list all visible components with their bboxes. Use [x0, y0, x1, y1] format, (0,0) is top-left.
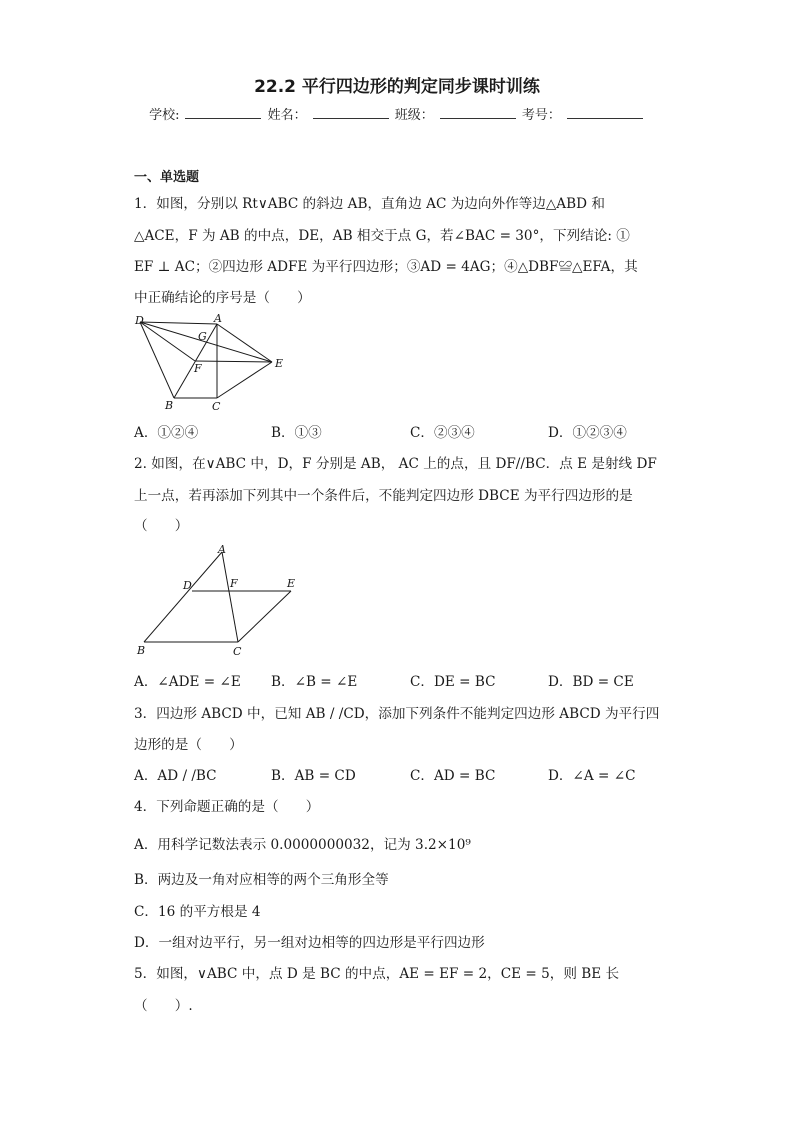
q5-line-1: 5．如图，∨ABC 中，点 D 是 BC 的中点，AE = EF = 2，CE = 5，则 BE 长 — [134, 966, 620, 982]
q4-option-c[interactable]: C．16 的平方根是 4 — [134, 904, 261, 920]
q1-fig-label-d: D — [135, 314, 144, 327]
q5-line-2: （ ）. — [134, 998, 193, 1014]
q1-line-1: 1．如图，分别以 Rt∨ABC 的斜边 AB，直角边 AC 为边向外作等边△ABD 和 — [134, 196, 605, 212]
q2-line-2: 上一点，若再添加下列其中一个条件后，不能判定四边形 DBCE 为平行四边形的是 — [134, 488, 633, 504]
q1-fig-label-e: E — [275, 357, 284, 370]
q4-option-d[interactable]: D．一组对边平行，另一组对边相等的四边形是平行四边形 — [134, 935, 485, 951]
q1-line-3: EF ⊥ AC；②四边形 ADFE 为平行四边形；③AD = 4AG；④△DBF≌△EFA，其 — [134, 259, 638, 275]
class-blank[interactable] — [440, 106, 516, 119]
q1-fig-label-g: G — [198, 330, 207, 343]
student-info-row — [0, 104, 794, 123]
q1-line-2: △ACE，F 为 AB 的中点，DE，AB 相交于点 G，若∠BAC = 30°，下列结论: ① — [134, 228, 630, 244]
q2-fig-label-b: B — [137, 644, 146, 657]
class-label: 班级： — [394, 108, 434, 123]
q2-option-d[interactable]: D．BD = CE — [548, 674, 634, 690]
q2-option-c[interactable]: C．DE = BC — [410, 674, 496, 690]
section-heading: 一、单选题 — [134, 170, 200, 185]
q2-fig-label-c: C — [233, 645, 242, 658]
q4-option-b[interactable]: B．两边及一角对应相等的两个三角形全等 — [134, 872, 389, 888]
number-blank[interactable] — [567, 106, 643, 119]
q2-option-b[interactable]: B．∠B = ∠E — [271, 674, 358, 690]
q3-line-2: 边形的是（ ） — [134, 737, 243, 753]
q1-fig-label-a: A — [214, 312, 222, 325]
q4-option-a[interactable]: A．用科学记数法表示 0.0000000032，记为 3.2×10⁹ — [134, 837, 471, 853]
q3-option-c[interactable]: C．AD = BC — [410, 768, 496, 784]
q1-option-a[interactable]: A．①②④ — [134, 425, 199, 441]
q4-line-1: 4．下列命题正确的是（ ） — [134, 799, 320, 815]
q3-option-b[interactable]: B．AB = CD — [271, 768, 356, 784]
q3-option-a[interactable]: A．AD / /BC — [134, 768, 217, 784]
name-label: 姓名： — [267, 108, 307, 123]
q1-figure — [132, 312, 292, 412]
q1-option-d[interactable]: D．①②③④ — [548, 425, 627, 441]
school-label: 学校: — [149, 108, 180, 123]
q2-fig-label-d: D — [183, 579, 192, 592]
q1-fig-label-c: C — [212, 400, 221, 412]
name-blank[interactable] — [313, 106, 389, 119]
q2-fig-label-a: A — [218, 543, 226, 556]
q1-option-b[interactable]: B．①③ — [271, 425, 322, 441]
q2-fig-label-e: E — [287, 577, 296, 590]
q1-fig-label-b: B — [165, 399, 174, 412]
q1-line-4: 中正确结论的序号是（ ） — [134, 290, 311, 306]
school-blank[interactable] — [185, 106, 261, 119]
q1-option-c[interactable]: C．②③④ — [410, 425, 475, 441]
q2-fig-label-f: F — [230, 577, 238, 590]
q3-option-d[interactable]: D．∠A = ∠C — [548, 768, 636, 784]
number-label: 考号： — [521, 108, 561, 123]
q1-fig-label-f: F — [194, 362, 202, 375]
page-title: 22.2 平行四边形的判定同步课时训练 — [254, 77, 540, 97]
q2-figure — [134, 542, 304, 660]
q2-line-3: （ ） — [134, 518, 189, 534]
q2-option-a[interactable]: A．∠ADE = ∠E — [134, 674, 241, 690]
q3-line-1: 3．四边形 ABCD 中，已知 AB / /CD，添加下列条件不能判定四边形 ABCD 为平行四 — [134, 706, 660, 722]
q2-line-1: 2. 如图，在∨ABC 中，D，F 分别是 AB， AC 上的点，且 DF//BC．点 E 是射线 DF — [134, 456, 657, 472]
